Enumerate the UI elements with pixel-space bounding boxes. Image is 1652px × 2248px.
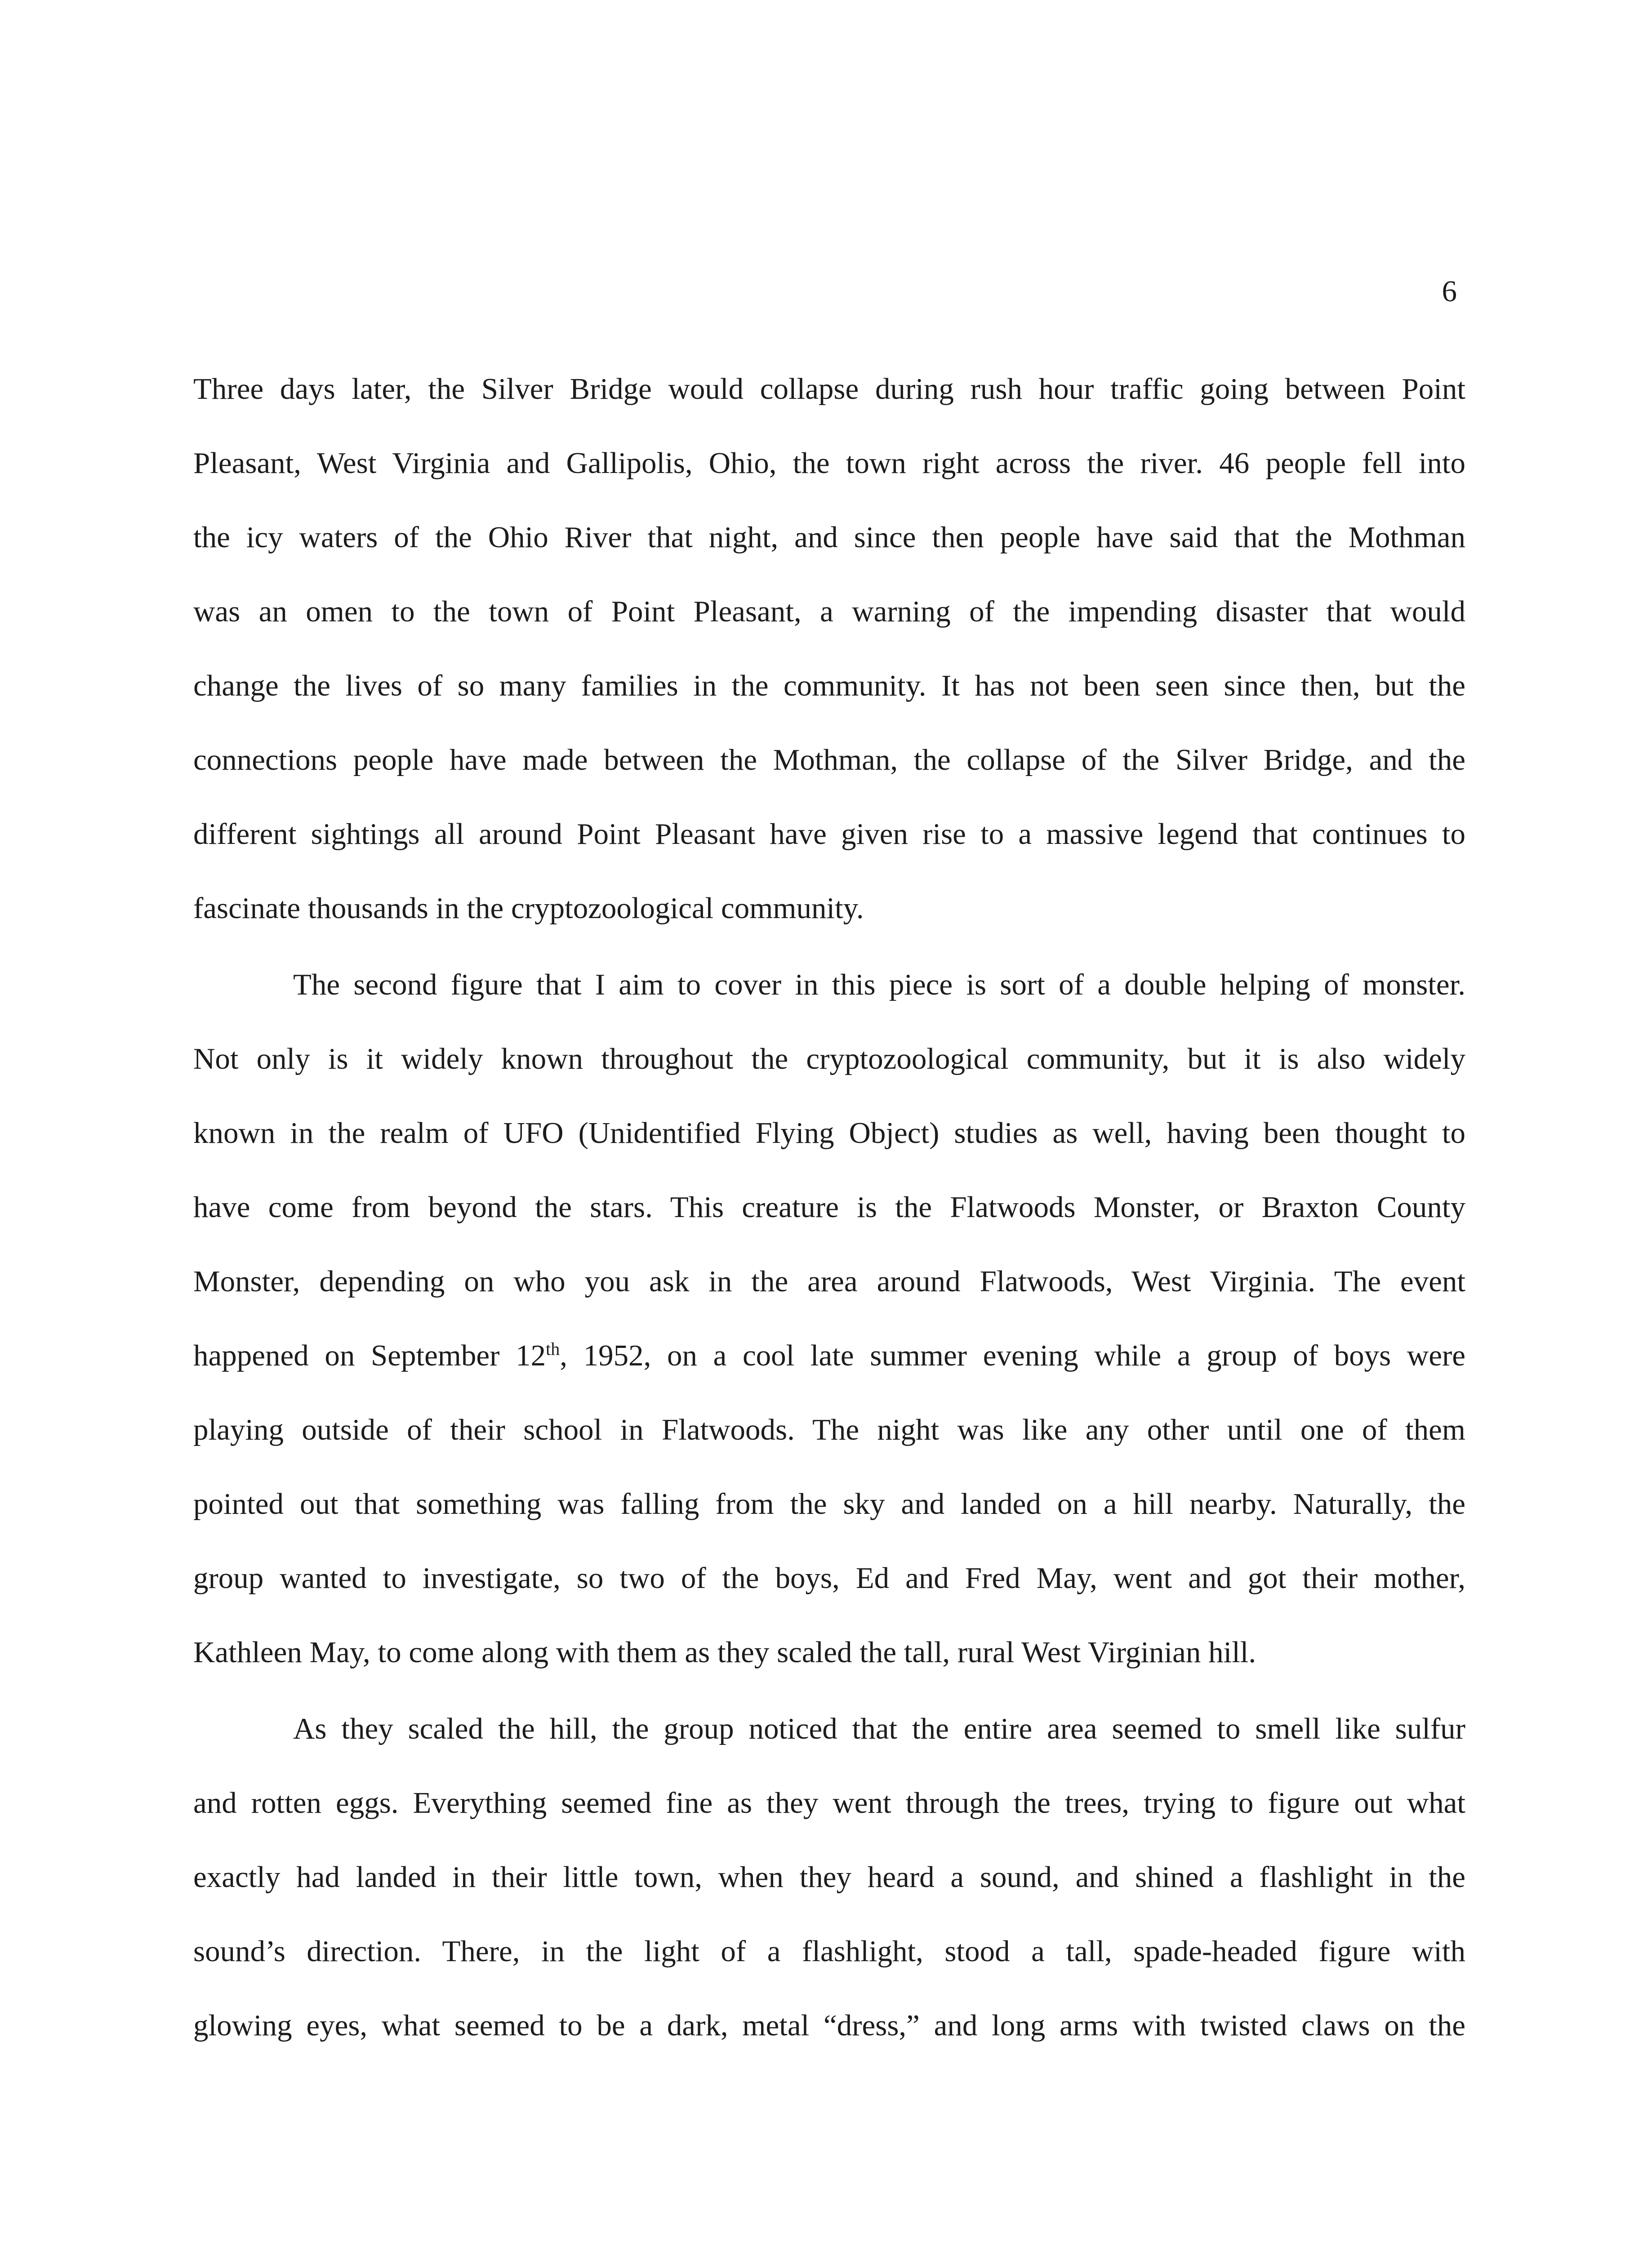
text-line: The second figure that I aim to cover in this piece is sort of a double helping of monster. bbox=[293, 968, 1465, 1001]
date-line-rest: , 1952, on a cool late summer evening while a group of boys were bbox=[560, 1339, 1465, 1372]
text-line: Three days later, the Silver Bridge would collapse during rush hour traffic going between Point bbox=[193, 372, 1465, 406]
text-line: Monster, depending on who you ask in the area around Flatwoods, West Virginia. The event bbox=[193, 1265, 1465, 1298]
text-line: glowing eyes, what seemed to be a dark, metal “dress,” and long arms with twisted claws on the bbox=[193, 2009, 1465, 2042]
text-line: exactly had landed in their little town, when they heard a sound, and shined a flashlight in the bbox=[193, 1860, 1465, 1894]
text-line: and rotten eggs. Everything seemed fine as they went through the trees, trying to figure out what bbox=[193, 1786, 1465, 1820]
paragraph-2 bbox=[193, 962, 1465, 1704]
text-line: fascinate thousands in the cryptozoological community. bbox=[193, 892, 864, 925]
text-line: known in the realm of UFO (Unidentified Flying Object) studies as well, having been thought to bbox=[193, 1116, 1465, 1150]
text-line: playing outside of their school in Flatwoods. The night was like any other until one of them bbox=[193, 1413, 1465, 1446]
text-line: Kathleen May, to come along with them as they scaled the tall, rural West Virginian hill. bbox=[193, 1636, 1256, 1669]
text-line: connections people have made between the Mothman, the collapse of the Silver Bridge, and the bbox=[193, 743, 1465, 776]
text-line: group wanted to investigate, so two of the boys, Ed and Fred May, went and got their mother, bbox=[193, 1561, 1465, 1595]
text-line: As they scaled the hill, the group noticed that the entire area seemed to smell like sulfur bbox=[293, 1712, 1465, 1745]
text-line: pointed out that something was falling from the sky and landed on a hill nearby. Naturally, the bbox=[193, 1487, 1465, 1521]
paragraph-1 bbox=[193, 366, 1465, 960]
text-line: was an omen to the town of Point Pleasant, a warning of the impending disaster that would bbox=[193, 595, 1465, 628]
text-line: different sightings all around Point Pleasant have given rise to a massive legend that continues to bbox=[193, 817, 1465, 851]
paragraph-3 bbox=[193, 1706, 1465, 2077]
text-line: the icy waters of the Ohio River that night, and since then people have said that the Mothman bbox=[193, 521, 1465, 554]
page-number: 6 bbox=[1442, 275, 1457, 308]
text-line: Pleasant, West Virginia and Gallipolis, Ohio, the town right across the river. 46 people fell into bbox=[193, 446, 1465, 480]
text-line: Not only is it widely known throughout the cryptozoological community, but it is also widely bbox=[193, 1042, 1465, 1075]
ordinal-superscript: th bbox=[546, 1338, 560, 1359]
text-line: have come from beyond the stars. This creature is the Flatwoods Monster, or Braxton County bbox=[193, 1191, 1465, 1224]
text-line: sound’s direction. There, in the light of a flashlight, stood a tall, spade-headed figure with bbox=[193, 1935, 1465, 1968]
text-line-with-date bbox=[193, 1333, 1465, 1407]
text-line: change the lives of so many families in the community. It has not been seen since then, but the bbox=[193, 669, 1465, 702]
date-text: happened on September 12 bbox=[193, 1339, 546, 1372]
body-text bbox=[193, 366, 1465, 2077]
